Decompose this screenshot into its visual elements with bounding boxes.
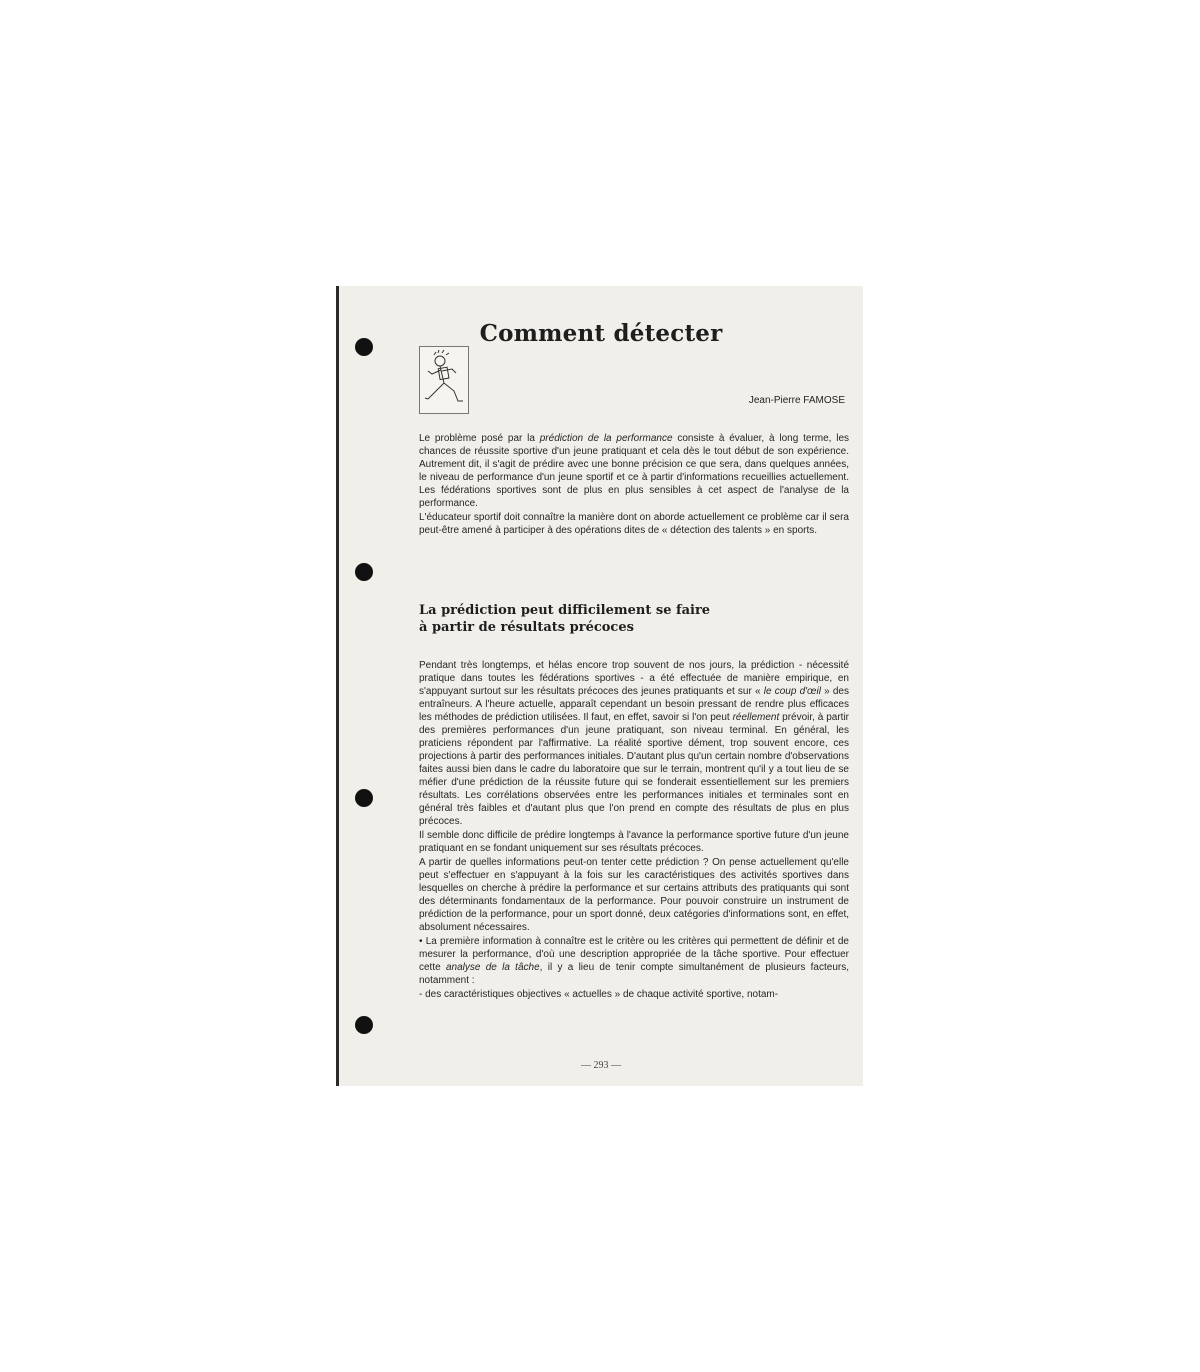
author-name: Jean-Pierre FAMOSE xyxy=(748,395,845,406)
page-title: Comment détecter xyxy=(479,320,723,347)
page-number: — 293 — xyxy=(581,1060,621,1071)
runner-illustration xyxy=(419,346,469,414)
intro-paragraph-1: Le problème posé par la prédiction de la performance consiste à évaluer, à long terme, les chances de réussite sportive d'un jeune pratiquant et cela dès le tout début de son expérience. Autrement dit, il s'agit de prédire avec une bonne précision ce que sera, dans quelques années, le niveau de performance d'un jeune sportif et ce à partir d'informations recueillies actuellement. Les fédérations sportives sont de plus en plus sensibles à cet aspect de l'analyse de la performance. xyxy=(419,433,850,509)
section-paragraph-1: Pendant très longtemps, et hélas encore trop souvent de nos jours, la prédiction - nécessité pratique dans toutes les fédérations sportives - a été effectuée de manière empirique, en s'appuyant surtout sur les résultats précoces des jeunes pratiquants et sur « le coup d'œil » des entraîneurs. A l'heure actuelle, apparaît cependant un besoin pressant de rendre plus efficaces les méthodes de prédiction utilisées. Il faut, en effet, savoir si l'on peut réellement prévoir, à partir des premières performances d'un jeune pratiquant, son niveau terminal. En général, les praticiens répondent par l'affirmative. La réalité sportive dément, trop souvent encore, ces projections à partir des performances initiales. D'autant plus qu'un certain nombre d'observations faites aussi bien dans le cadre du laboratoire que sur le terrain, montrent qu'il y a tout lieu de se méfier d'une prédiction de la réussite future qui se fonderait essentiellement sur les premiers résultats. Les corrélations observées entre les performances initiales et terminales sont en général très faibles et d'autant plus que l'on prend en compte des résultats de plus en plus précoces. xyxy=(419,660,849,827)
binder-hole xyxy=(355,1016,373,1034)
section-paragraph-2: Il semble donc difficile de prédire longtemps à l'avance la performance sportive future d'un jeune pratiquant en se fondant uniquement sur ses résultats précoces. xyxy=(419,830,849,854)
intro-paragraph-2: L'éducateur sportif doit connaître la manière dont on aborde actuellement ce problème car il sera peut-être amené à participer à des opérations dites de « détection des talents » en sports. xyxy=(419,512,849,536)
section-heading: La prédiction peut difficilement se faire à partir de résultats précoces xyxy=(419,603,711,635)
section-paragraph-3: A partir de quelles informations peut-on tenter cette prédiction ? On pense actuellement qu'elle peut s'effectuer en s'appuyant à la fois sur les caractéristiques des activités sportives dans lesquelles on cherche à prédire la performance et sur certains attributs des pratiquants qui sont des déterminants fondamentaux de la performance. Pour pouvoir construire un instrument de prédiction de la performance, pour un sport donné, deux catégories d'informations sont, en effet, absolument nécessaires. xyxy=(419,857,849,933)
section-text xyxy=(419,659,849,1002)
document-page xyxy=(336,286,863,1086)
intro-text xyxy=(419,432,849,538)
section-paragraph-5: - des caractéristiques objectives « actuelles » de chaque activité sportive, notam- xyxy=(419,989,779,1000)
binder-hole xyxy=(355,789,373,807)
binder-hole xyxy=(355,563,373,581)
runner-icon xyxy=(420,347,468,413)
section-paragraph-4: • La première information à connaître est le critère ou les critères qui permettent de définir et de mesurer la performance, d'où une description appropriée de la tâche sportive. Pour effectuer cette analyse de la tâche, il y a lieu de tenir compte simultanément de plusieurs facteurs, notamment : xyxy=(419,936,849,986)
